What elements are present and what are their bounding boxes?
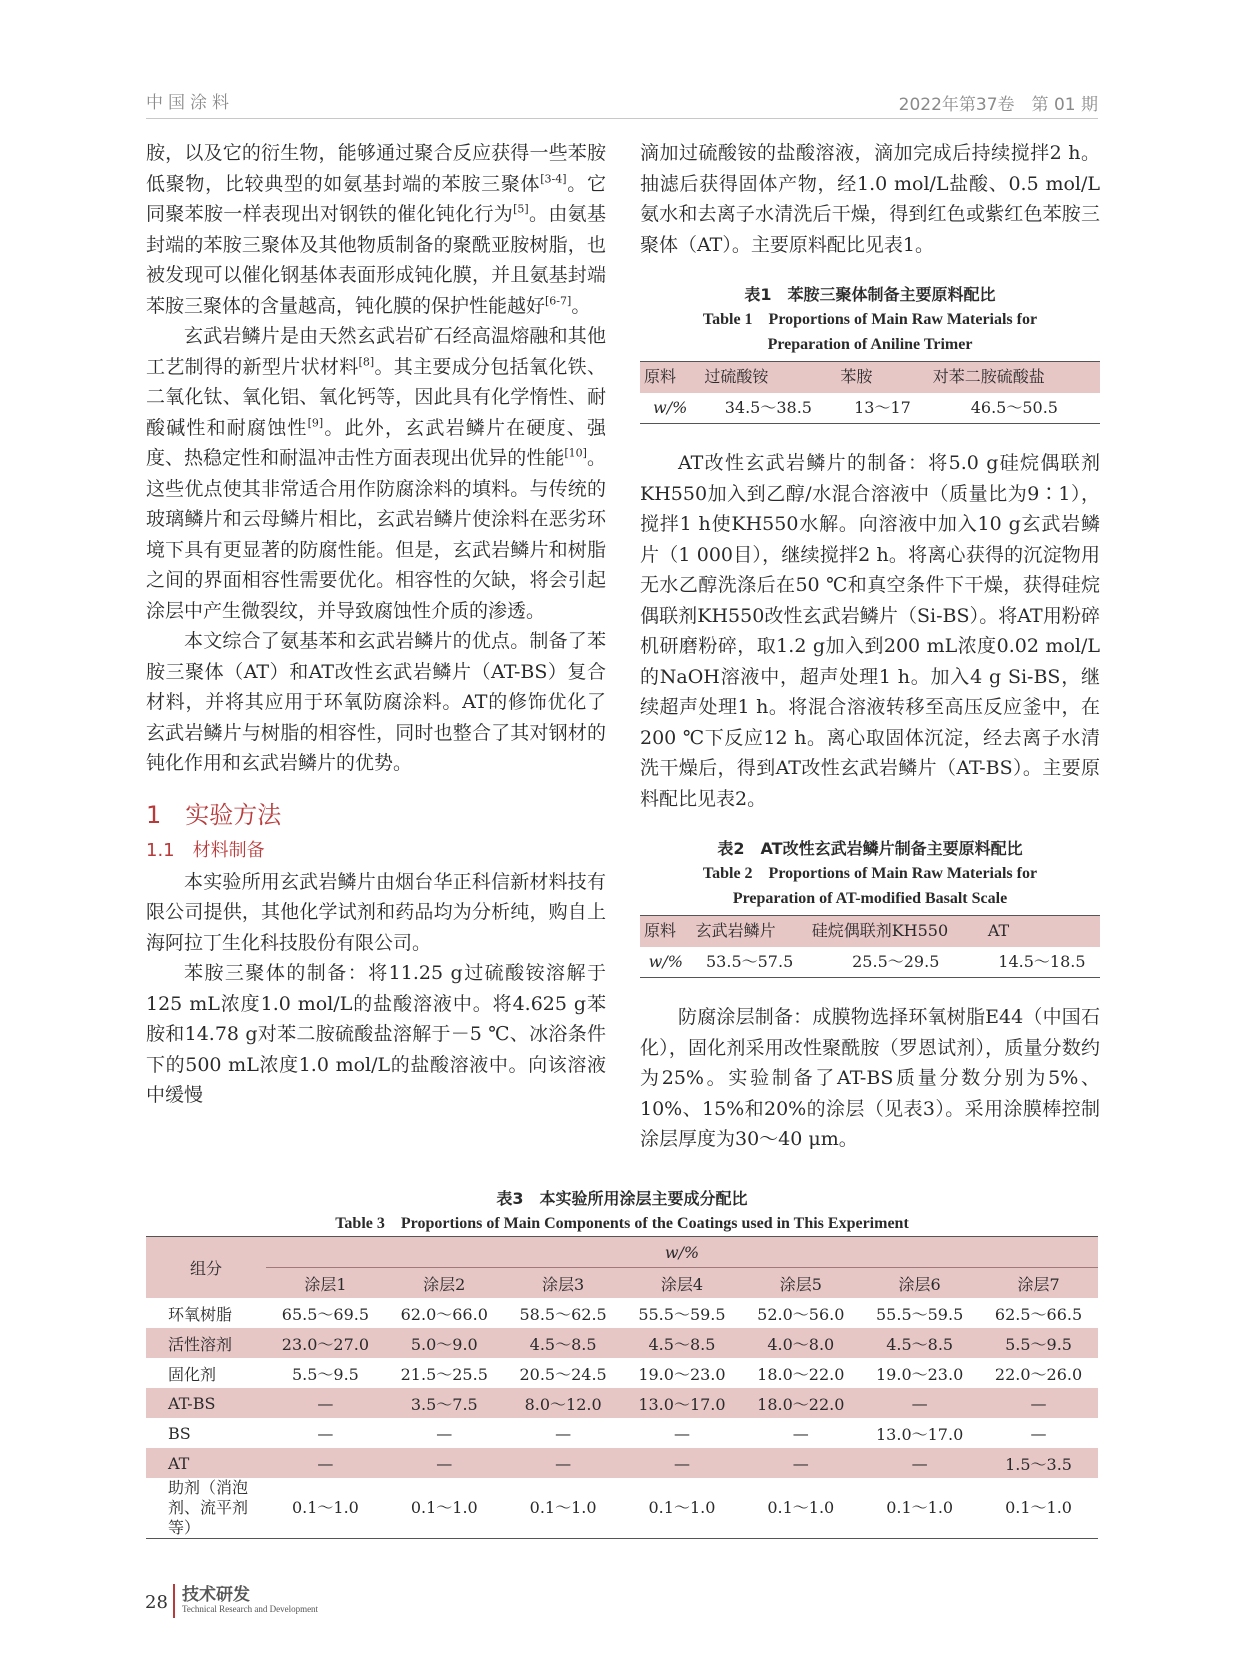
table-cell: — (860, 1448, 979, 1478)
issue-info: 2022年第37卷 第 01 期 (898, 95, 1098, 115)
table-header: 苯胺 (836, 362, 928, 393)
table-cell: — (266, 1448, 385, 1478)
table-cell: 0.1～1.0 (860, 1478, 979, 1539)
table-header: 原料 (640, 362, 700, 393)
paragraph: 本实验所用玄武岩鳞片由烟台华正科信新材料技有限公司提供，其他化学试剂和药品均为分析纯，购自上海阿拉丁生化科技股份有限公司。 (146, 870, 606, 954)
table-cell: 62.5～66.5 (994, 1304, 1083, 1324)
table-cell: — (741, 1448, 860, 1478)
table-cell: 55.5～59.5 (876, 1304, 964, 1324)
section-heading: 1 实验方法 (146, 800, 282, 829)
table-header: 涂层2 (385, 1268, 504, 1299)
table-header: 涂层7 (979, 1268, 1098, 1299)
table-1-caption-cn: 表1 苯胺三聚体制备主要原料配比 (744, 285, 996, 304)
table-cell: 18.0～22.0 (741, 1388, 860, 1418)
table-row (146, 1298, 1098, 1328)
table-row (146, 1448, 1098, 1478)
table-3-caption-cn: 表3 本实验所用涂层主要成分配比 (496, 1189, 748, 1208)
table-cell: 0.1～1.0 (623, 1478, 742, 1539)
table-header: 玄武岩鳞片 (692, 916, 808, 947)
table-cell: 18.0～22.0 (757, 1364, 845, 1384)
paragraph: 防腐涂层制备：成膜物选择环氧树脂E44（中国石化），固化剂采用改性聚酰胺（罗恩试剂），质量分数约为25%。实验制备了AT-BS质量分数分别为5%、10%、15%和20%的涂层（见表3）。采用涂膜棒控制涂层厚度为30～40 μm。 (640, 1006, 1100, 1150)
table-1 (640, 282, 1100, 424)
table-cell: 8.0～12.0 (504, 1388, 623, 1418)
row-label: 环氧树脂 (168, 1304, 233, 1324)
table-cell: 20.5～24.5 (519, 1364, 607, 1384)
table-cell: — (266, 1388, 385, 1418)
table-cell: 13.0～17.0 (623, 1388, 742, 1418)
paragraph: 玄武岩鳞片是由天然玄武岩矿石经高温熔融和其他工艺制得的新型片状材料[8]。其主要成分包括氧化铁、二氧化钛、氧化铝、氧化钙等，因此具有化学惰性、耐酸碱性和耐腐蚀性[9]。此外，玄武岩鳞片在硬度、强度、热稳定性和耐温冲击性方面表现出优异的性能[10]。这些优点使其非常适合用作防腐涂料的填料。与传统的玻璃鳞片和云母鳞片相比，玄武岩鳞片使涂料在恶劣环境下具有更显著的防腐性能。但是，玄武岩鳞片和树脂之间的界面相容性需要优化。相容性的欠缺，将会引起涂层中产生微裂纹，并导致腐蚀性介质的渗透。 (146, 325, 606, 622)
table-cell: 5.5～9.5 (291, 1364, 359, 1384)
table-2-caption-en-2: Preparation of AT-modified Basalt Scale (732, 890, 1008, 907)
table-row (146, 1358, 1098, 1388)
table-cell: 19.0～23.0 (876, 1364, 964, 1384)
row-label: AT (146, 1448, 266, 1478)
table-cell: 0.1～1.0 (741, 1478, 860, 1539)
right-column (640, 138, 1100, 1155)
row-label: 活性溶剂 (146, 1328, 266, 1358)
table-cell: 13.0～17.0 (876, 1424, 964, 1444)
table-3-caption (146, 1186, 1098, 1236)
table-cell: 58.5～62.5 (519, 1304, 607, 1324)
table-cell: 5.0～9.0 (385, 1328, 504, 1358)
table-header: 过硫酸铵 (700, 362, 836, 393)
table-cell: w/% (640, 393, 700, 424)
table-cell: — (504, 1448, 623, 1478)
table-2-caption-en: Table 2 Proportions of Main Raw Materials for (702, 865, 1038, 882)
paragraph: 苯胺三聚体的制备：将11.25 g过硫酸铵溶解于125 mL浓度1.0 mol/L的盐酸溶液中。将4.625 g苯胺和14.78 g对苯二胺硫酸盐溶解于－5 ℃、冰浴条件下的500 mL浓度1.0 mol/L的盐酸溶液中。向该溶液中缓慢 (146, 962, 606, 1106)
table-header: 对苯二胺硫酸盐 (929, 362, 1100, 393)
table-1-caption-en-2: Preparation of Aniline Trimer (767, 336, 973, 353)
table-cell: 52.0～56.0 (757, 1304, 845, 1324)
table-cell: 23.0～27.0 (266, 1328, 385, 1358)
paragraph: 胺，以及它的衍生物，能够通过聚合反应获得一些苯胺低聚物，比较典型的如氨基封端的苯胺三聚体[3-4]。它同聚苯胺一样表现出对钢铁的催化钝化行为[5]。由氨基封端的苯胺三聚体及其他物质制备的聚酰亚胺树脂，也被发现可以催化钢基体表面形成钝化膜，并且氨基封端苯胺三聚体的含量越高，钝化膜的保护性能越好[6-7]。 (146, 142, 606, 317)
table-cell: 55.5～59.5 (638, 1304, 726, 1324)
table-cell: 5.5～9.5 (979, 1328, 1098, 1358)
table-cell: 22.0～26.0 (994, 1364, 1083, 1384)
table-row (146, 1388, 1098, 1418)
header-rule (146, 118, 1098, 119)
table-cell: — (385, 1448, 504, 1478)
table-header-corner: 组分 (146, 1237, 266, 1299)
table-cell: 4.5～8.5 (504, 1328, 623, 1358)
section-label-en: Technical Research and Development (182, 1604, 319, 1614)
table-header: AT (984, 916, 1100, 947)
table-cell: 4.0～8.0 (741, 1328, 860, 1358)
table-cell: 14.5～18.5 (984, 947, 1100, 978)
table-cell: — (792, 1423, 809, 1443)
row-label: 固化剂 (168, 1364, 217, 1384)
table-1-grid (640, 361, 1100, 424)
page-number: 28 (145, 1592, 168, 1613)
table-cell: 53.5～57.5 (692, 947, 808, 978)
table-cell: 46.5～50.5 (929, 393, 1100, 424)
table-cell: 13～17 (836, 393, 928, 424)
table-cell: — (673, 1423, 690, 1443)
paragraph: AT改性玄武岩鳞片的制备：将5.0 g硅烷偶联剂KH550加入到乙醇/水混合溶液中（质量比为9∶1），搅拌1 h使KH550水解。向溶液中加入10 g玄武岩鳞片（1 000目），继续搅拌2 h。将离心获得的沉淀物用无水乙醇洗涤后在50 ℃和真空条件下干燥，获得硅烷偶联剂KH550改性玄武岩鳞片（Si-BS）。将AT用粉碎机研磨粉碎，取1.2 g加入到200 mL浓度0.02 mol/L的NaOH溶液中，超声处理1 h。加入4 g Si-BS，继续超声处理1 h。将混合溶液转移至高压反应釜中，在200 ℃下反应12 h。离心取固体沉淀，经去离子水清洗干燥后，得到AT改性玄武岩鳞片（AT-BS）。主要原料配比见表2。 (640, 452, 1100, 810)
row-label: 助剂（消泡剂、流平剂等） (146, 1478, 266, 1539)
table-row (146, 1328, 1098, 1358)
row-label: BS (168, 1423, 191, 1443)
table-header: 涂层4 (623, 1268, 742, 1299)
table-1-caption-en: Table 1 Proportions of Main Raw Materials for (702, 311, 1038, 328)
table-header: 涂层1 (266, 1268, 385, 1299)
table-cell: — (436, 1423, 453, 1443)
paragraph: 滴加过硫酸铵的盐酸溶液，滴加完成后持续搅拌2 h。抽滤后获得固体产物，经1.0 mol/L盐酸、0.5 mol/L氨水和去离子水清洗后干燥，得到红色或紫红色苯胺三聚体（AT）。主要原料配比见表1。 (640, 142, 1100, 256)
table-header: 涂层5 (741, 1268, 860, 1299)
table-header: 原料 (640, 916, 692, 947)
table-header: 涂层6 (860, 1268, 979, 1299)
table-cell: — (317, 1423, 334, 1443)
table-3-grid (146, 1236, 1098, 1539)
table-cell: 0.1～1.0 (266, 1478, 385, 1539)
table-cell: 19.0～23.0 (638, 1364, 726, 1384)
table-header: 硅烷偶联剂KH550 (808, 916, 984, 947)
paragraph: 本文综合了氨基苯和玄武岩鳞片的优点。制备了苯胺三聚体（AT）和AT改性玄武岩鳞片（AT-BS）复合材料，并将其应用于环氧防腐涂料。AT的修饰优化了玄武岩鳞片与树脂的相容性，同时也整合了其对钢材的钝化作用和玄武岩鳞片的优势。 (146, 630, 606, 774)
table-cell: 4.5～8.5 (860, 1328, 979, 1358)
table-cell: 65.5～69.5 (281, 1304, 370, 1324)
table-2-grid (640, 915, 1100, 978)
table-cell: 0.1～1.0 (979, 1478, 1098, 1539)
table-cell: — (979, 1388, 1098, 1418)
left-column (146, 138, 606, 1111)
table-cell: 34.5～38.5 (700, 393, 836, 424)
table-header-unit: w/% (266, 1237, 1098, 1268)
table-cell: 4.5～8.5 (623, 1328, 742, 1358)
table-header: 涂层3 (504, 1268, 623, 1299)
subsection-heading: 1.1 材料制备 (146, 839, 265, 861)
journal-name: 中国涂料 (146, 93, 234, 113)
table-cell: 3.5～7.5 (385, 1388, 504, 1418)
table-cell: — (1030, 1423, 1047, 1443)
table-cell: 0.1～1.0 (385, 1478, 504, 1539)
table-row (146, 1418, 1098, 1448)
table-row (640, 947, 1100, 978)
row-label: AT-BS (146, 1388, 266, 1418)
section-label: 技术研发 (182, 1585, 250, 1605)
table-row (146, 1478, 1098, 1539)
table-cell: — (860, 1388, 979, 1418)
table-cell: — (555, 1423, 572, 1443)
table-2-caption-cn: 表2 AT改性玄武岩鳞片制备主要原料配比 (717, 839, 1023, 858)
table-cell: — (623, 1448, 742, 1478)
footer-bar (173, 1584, 175, 1618)
table-cell: 1.5～3.5 (979, 1448, 1098, 1478)
table-cell: 0.1～1.0 (504, 1478, 623, 1539)
table-2 (640, 836, 1100, 978)
table-row (640, 393, 1100, 424)
table-cell: w/% (640, 947, 692, 978)
table-cell: 25.5～29.5 (808, 947, 984, 978)
table-cell: 62.0～66.0 (400, 1304, 488, 1324)
table-cell: 21.5～25.5 (400, 1364, 488, 1384)
table-3-caption-en: Table 3 Proportions of Main Components of the Coatings used in This Experiment (335, 1215, 909, 1232)
